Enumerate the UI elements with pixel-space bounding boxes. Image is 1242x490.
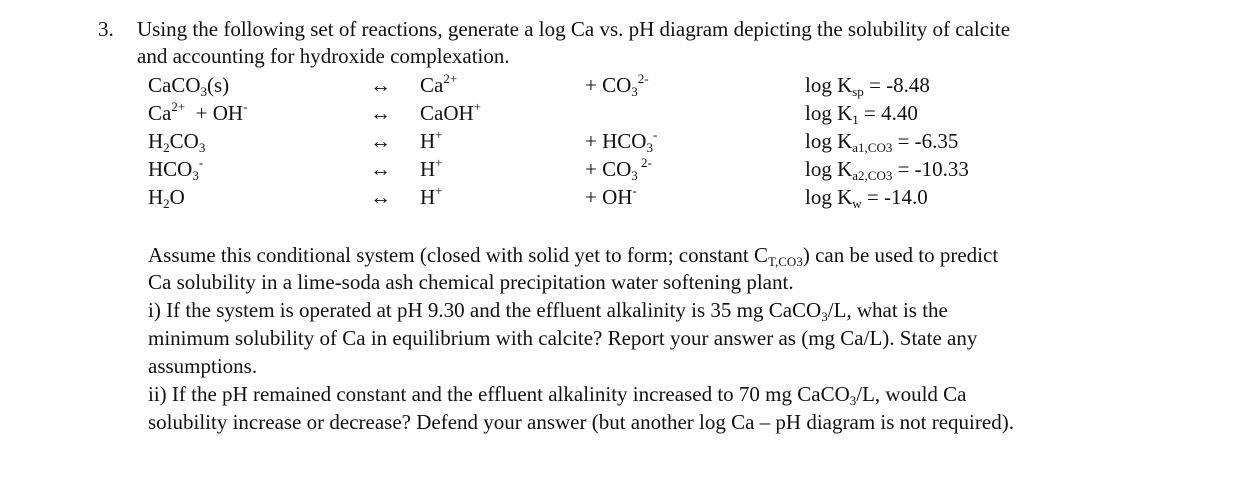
reaction-2-constant: log K1 = 4.40 [805, 101, 918, 127]
part-ii-line-1: ii) If the pH remained constant and the effluent alkalinity increased to 70 mg CaCO3/L, would Ca [148, 382, 967, 408]
reaction-5-arrow: ↔ [370, 185, 391, 209]
assumption-line-2: Ca solubility in a lime-soda ash chemical precipitation water softening plant. [148, 270, 794, 294]
reaction-2-arrow: ↔ [370, 101, 391, 125]
reaction-3-product-2: + HCO3- [585, 127, 658, 155]
question-number: 3. [98, 17, 114, 41]
reaction-1-arrow: ↔ [370, 73, 391, 97]
reaction-4-reactant: HCO3- [148, 155, 204, 183]
question-text-line-2: and accounting for hydroxide complexation. [137, 44, 510, 68]
reaction-4-product-2: + CO3 $^{2-}$ [585, 155, 652, 183]
part-ii-line-2: solubility increase or decrease? Defend your answer (but another log Ca – pH diagram is not required). [148, 410, 1014, 434]
reaction-4-constant: log Ka2,CO3 = -10.33 [805, 157, 969, 183]
reaction-3-arrow: ↔ [370, 129, 391, 153]
part-i-line-2: minimum solubility of Ca in equilibrium with calcite? Report your answer as (mg Ca/L). State any [148, 326, 978, 350]
reaction-1-reactant: CaCO3(s) [148, 73, 230, 99]
reaction-1-constant: log Ksp = -8.48 [805, 73, 930, 99]
reaction-1-product-1: $Ca^{2+}$ [420, 71, 458, 97]
part-i-line-1: i) If the system is operated at pH 9.30 and the effluent alkalinity is 35 mg CaCO3/L, what is the [148, 298, 948, 324]
question-text-line-1: Using the following set of reactions, generate a log Ca vs. pH diagram depicting the solubility of calcite [137, 17, 1011, 41]
reaction-5-product-2: + OH- [585, 183, 637, 209]
reaction-4-product-1: H+ [420, 155, 443, 181]
part-i-line-3: assumptions. [148, 354, 258, 378]
reaction-5-product-1: H+ [420, 183, 443, 209]
reaction-5-reactant: H2O [148, 185, 185, 211]
reaction-3-product-1: H+ [420, 127, 443, 153]
reaction-3-constant: log Ka1,CO3 = -6.35 [805, 129, 959, 155]
reaction-3-reactant: H2CO3 [148, 129, 206, 155]
reaction-2-product-1: CaOH+ [420, 99, 482, 125]
reaction-1-product-2: + $CO3^{2-}$ [585, 71, 649, 99]
reaction-4-arrow: ↔ [370, 157, 391, 181]
reaction-5-constant: log Kw = -14.0 [805, 185, 928, 211]
reaction-2-reactant: $Ca^{2+} + OH^-$ [148, 99, 248, 125]
assumption-line-1: Assume this conditional system (closed with solid yet to form; constant CT,CO3) can be used to predict [148, 243, 999, 269]
